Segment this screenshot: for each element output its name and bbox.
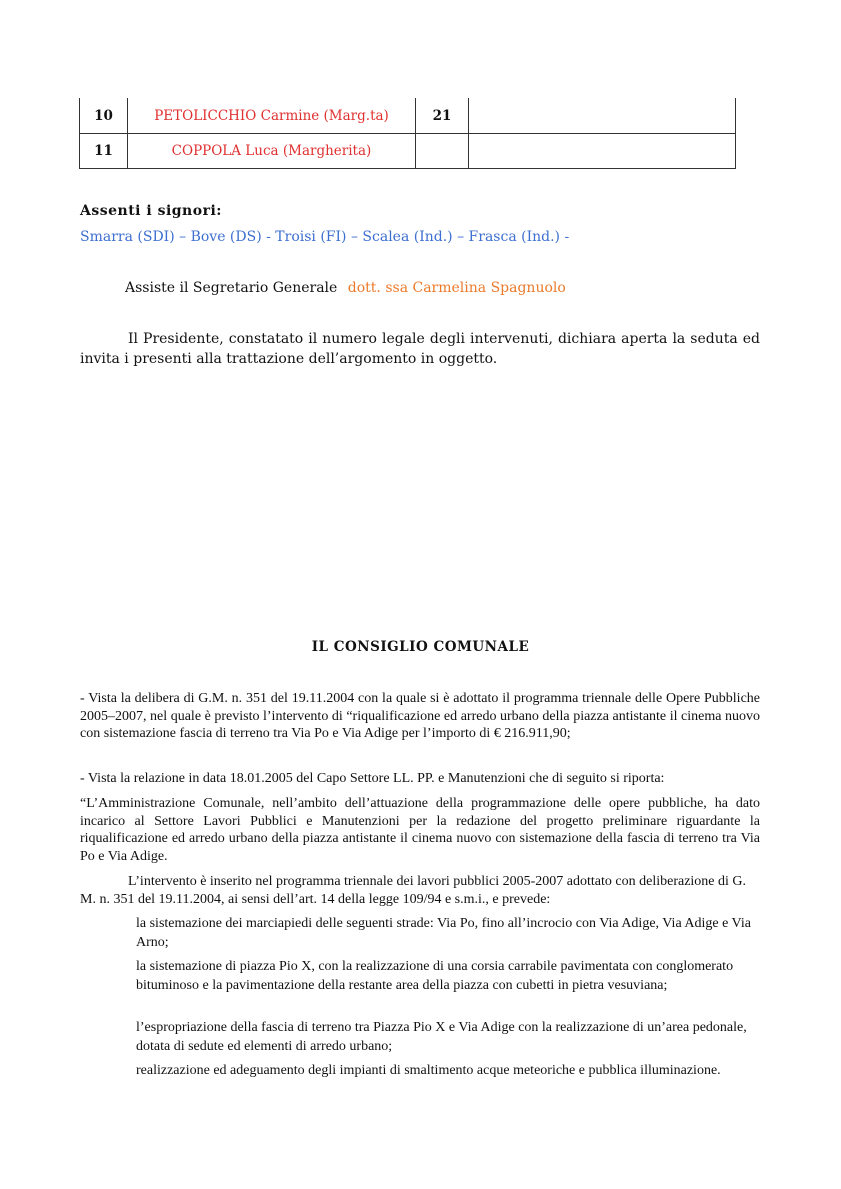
paragraph-relazione: - Vista la relazione in data 18.01.2005 del Capo Settore LL. PP. e Manutenzioni che di seguito si riporta: [80,771,665,786]
secretary-name: dott. ssa Carmelina Spagnuolo [347,280,566,296]
secretary-label: Assiste il Segretario Generale [125,280,338,296]
paragraph-delibera: - Vista la delibera di G.M. n. 351 del 19.11.2004 con la quale si è adottato il programma triennale delle Opere Pubbliche 2005–2007, nel quale è previsto l’intervento di “riqualificazione ed arredo urbano della piazza antistante il cinema nuovo con sistemazione fascia di terreno tra Via Po e Via Adige per l’importo di € 216.911,90; [80,691,760,741]
member-name: PETOLICCHIO Carmine (Marg.ta) [128,98,416,134]
secretary-line [125,280,566,296]
attendance-table [79,98,736,169]
list-item: l’espropriazione della fascia di terreno tra Piazza Pio X e Via Adige con la realizzazione di un’area pedonale, dotata di sedute ed elementi di arredo urbano; [136,1020,747,1054]
member-name [469,98,736,134]
list-item: realizzazione ed adeguamento degli impianti di smaltimento acque meteoriche e pubblica illuminazione. [136,1063,721,1078]
list-item: la sistemazione di piazza Pio X, con la realizzazione di una corsia carrabile pavimentata con conglomerato bituminoso e la pavimentazione della restante area della piazza con cubetti in pietra vesuviana; [136,959,734,993]
president-paragraph: Il Presidente, constatato il numero legale degli intervenuti, dichiara aperta la seduta ed invita i presenti alla trattazione dell’argomento in oggetto. [80,331,760,367]
member-name [469,134,736,169]
member-number: 10 [80,98,128,134]
absent-label: Assenti i signori: [80,203,222,219]
member-name: COPPOLA Luca (Margherita) [128,134,416,169]
table-row [80,98,736,134]
absent-list: Smarra (SDI) – Bove (DS) - Troisi (FI) – Scalea (Ind.) – Frasca (Ind.) - [80,229,570,245]
list-item: la sistemazione dei marciapiedi delle seguenti strade: Via Po, fino all’incrocio con Via Adige, Via Adige e Via Arno; [136,916,751,950]
council-heading: IL CONSIGLIO COMUNALE [311,639,530,655]
member-number: 11 [80,134,128,169]
member-number [416,134,469,169]
paragraph-intervento: L’intervento è inserito nel programma triennale dei lavori pubblici 2005-2007 adottato con deliberazione di G. M. n. 351 del 19.11.2004, ai sensi dell’art. 14 della legge 109/94 e s.m.i., e prevede: [80,874,747,907]
paragraph-amministrazione: “L’Amministrazione Comunale, nell’ambito dell’attuazione della programmazione delle opere pubbliche, ha dato incarico al Settore Lavori Pubblici e Manutenzioni per la redazione del progetto preliminare riguardante la riqualificazione ed arredo urbano della piazza antistante il cinema nuovo con sistemazione della fascia di terreno tra Via Po e Via Adige. [80,796,760,864]
member-number: 21 [416,98,469,134]
table-row [80,134,736,169]
